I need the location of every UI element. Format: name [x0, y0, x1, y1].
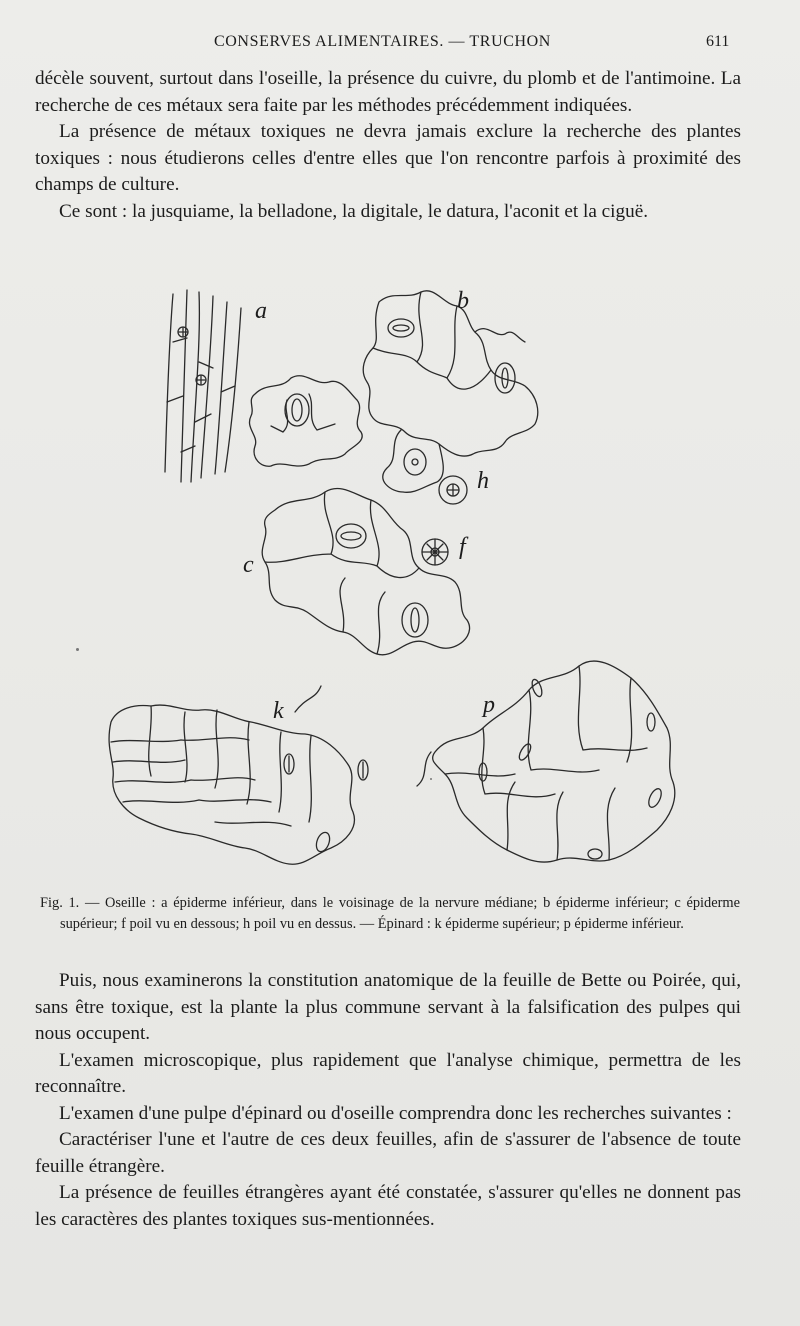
paragraph: Caractériser l'une et l'autre de ces deux feuilles, afin de s'assurer de l'absence de toute feuille étrangère.: [35, 1129, 741, 1177]
figure-label-c: c: [243, 552, 254, 578]
paragraph: L'examen d'une pulpe d'épinard ou d'oseille comprendra donc les recherches suivantes :: [59, 1102, 732, 1124]
figure-epidermis-drawings: [95, 282, 725, 892]
drawing-p-spinach-lower: [417, 661, 675, 862]
figure-label-b: b: [457, 288, 469, 314]
paper-speck: [430, 778, 432, 780]
drawing-k-spinach-upper: [109, 686, 368, 864]
drawing-f-hair-below: [422, 539, 448, 565]
page-number: 611: [706, 33, 730, 50]
figure-label-f: f: [459, 534, 466, 560]
figure-label-k: k: [273, 698, 284, 724]
drawing-a-elongated-cells: [165, 290, 241, 482]
paragraph: Ce sont : la jusquiame, la belladone, la digitale, le datura, l'aconit et la ciguë.: [59, 200, 649, 222]
paragraph: décèle souvent, surtout dans l'oseille, la présence du cuivre, du plomb et de l'antimoine. La recherche de ces métaux sera faite par les méthodes précédemment indiquées.: [35, 68, 741, 116]
paper-speck: [76, 648, 79, 651]
figure-label-p: p: [483, 692, 495, 718]
body-text-bottom: [35, 968, 741, 1233]
paragraph: La présence de feuilles étrangères ayant été constatée, s'assurer qu'elles ne donnent pas les caractères des plantes toxiques sus-mentionnées.: [35, 1182, 741, 1230]
figure-label-h: h: [477, 468, 489, 494]
paragraph: L'examen microscopique, plus rapidement que l'analyse chimique, permettra de les reconnaître.: [35, 1049, 741, 1097]
paragraph: Puis, nous examinerons la constitution anatomique de la feuille de Bette ou Poirée, qui, sans être toxique, est la plante la plus commune servant à la falsification des pulpes qui nous occupent.: [35, 970, 741, 1044]
drawing-c-upper-epidermis: [262, 488, 469, 654]
drawing-h-hair-top: [439, 476, 467, 504]
paragraph: La présence de métaux toxiques ne devra jamais exclure la recherche des plantes toxiques : nous étudierons celles d'entre elles que l'on rencontre parfois à proximité des champs de culture.: [35, 121, 741, 195]
figure-caption: [40, 893, 740, 935]
running-title: CONSERVES ALIMENTAIRES. — TRUCHON: [214, 33, 551, 50]
drawing-b-lower-epidermis: [363, 291, 538, 493]
drawing-a-stomata-cells: [249, 376, 362, 467]
figure-label-a: a: [255, 298, 267, 324]
running-head: [0, 33, 800, 55]
caption-text: Fig. 1. — Oseille : a épiderme inférieur, dans le voisinage de la nervure médiane; b épiderme inférieur; c épiderme supérieur; f poil vu en dessous; h poil vu en dessus. — Épinard : k épiderme supérieur; p épiderme inférieur.: [40, 895, 740, 932]
body-text-top: [35, 66, 741, 225]
